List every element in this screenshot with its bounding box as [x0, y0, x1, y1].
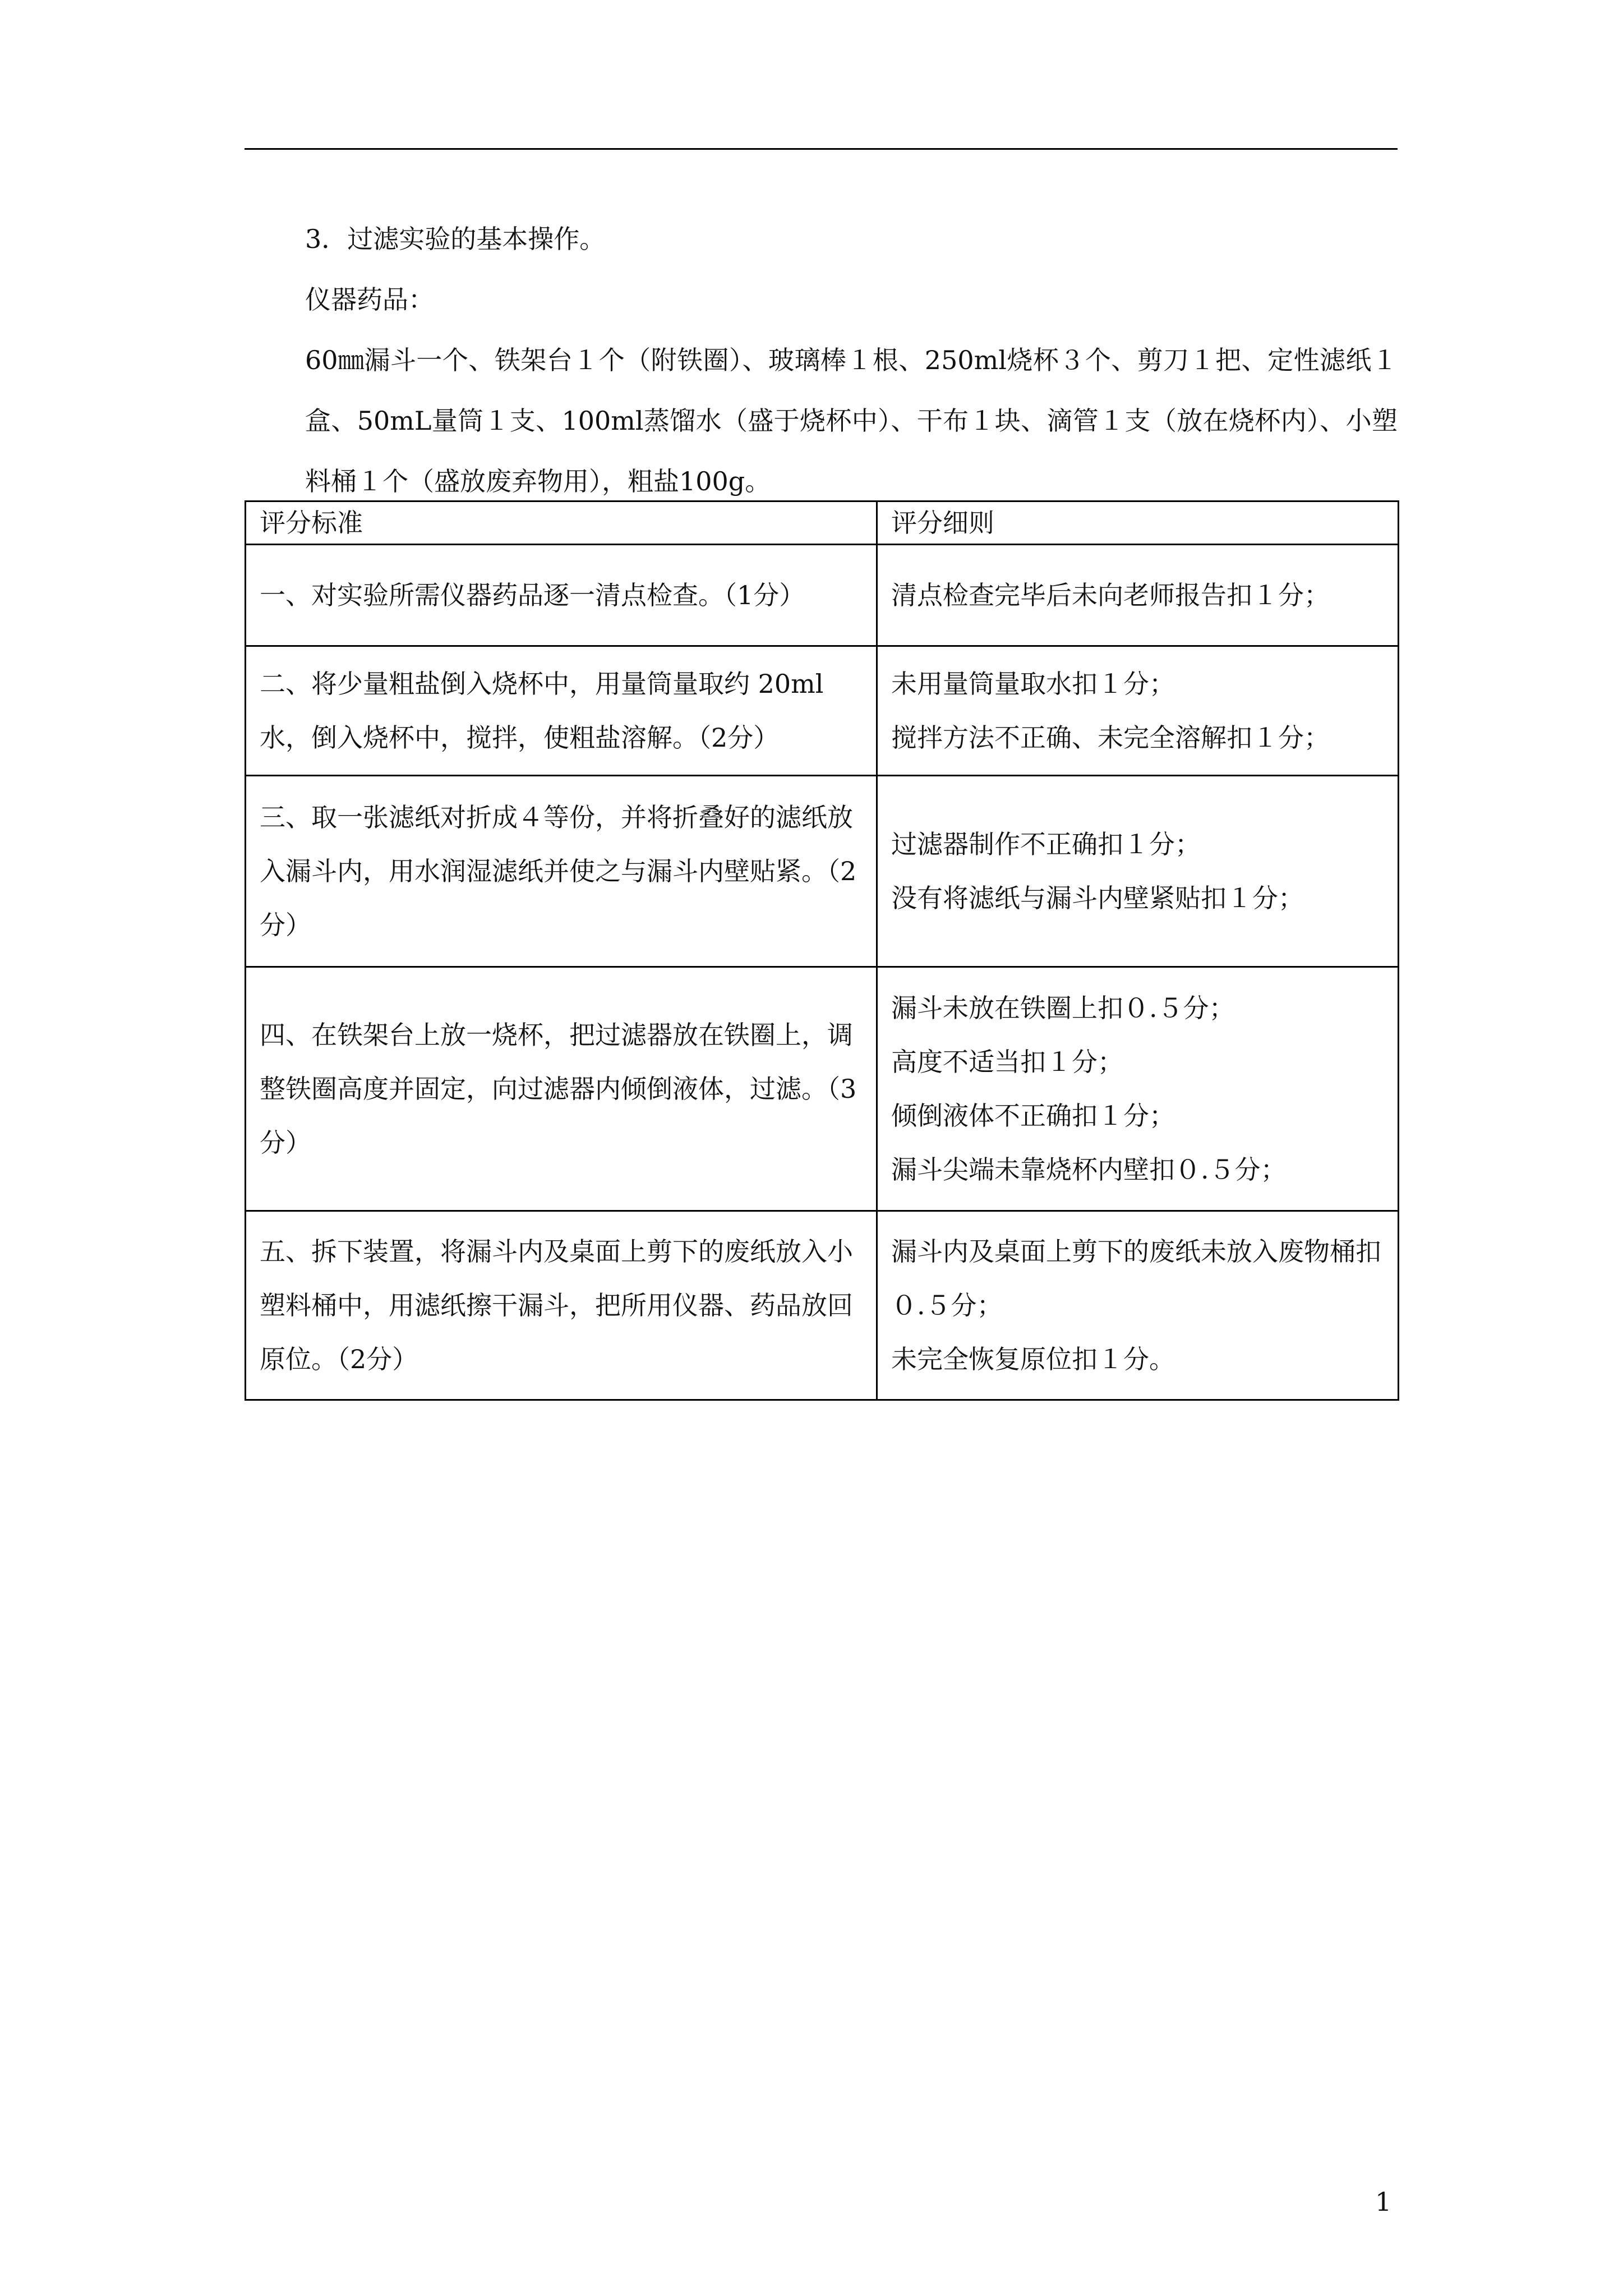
table-row [246, 545, 1399, 646]
table-row [246, 967, 1399, 1211]
table-row [246, 776, 1399, 967]
table-row [246, 1211, 1399, 1400]
details-cell [877, 545, 1399, 646]
detail-line: 未用量筒量取水扣１分； [891, 669, 1175, 699]
detail-line: 清点检查完毕后未向老师报告扣１分； [891, 580, 1330, 610]
detail-line: 未完全恢复原位扣１分。 [891, 1344, 1175, 1374]
details-cell [877, 776, 1399, 967]
scoring-table [245, 500, 1399, 1401]
detail-line: 漏斗未放在铁圈上扣０.５分； [891, 993, 1235, 1023]
details-cell [877, 646, 1399, 776]
page-number: 1 [1375, 2187, 1392, 2217]
details-cell [877, 1211, 1399, 1400]
detail-line: 高度不适当扣１分； [891, 1047, 1123, 1077]
detail-line: 没有将滤纸与漏斗内壁紧贴扣１分； [891, 883, 1304, 913]
standard-cell: 二、将少量粗盐倒入烧杯中，用量筒量取约 20ml水，倒入烧杯中，搅拌，使粗盐溶解。（2分） [246, 646, 877, 776]
standard-cell: 一、对实验所需仪器药品逐一清点检查。（1分） [246, 545, 877, 646]
standard-cell: 三、取一张滤纸对折成４等份，并将折叠好的滤纸放入漏斗内，用水润湿滤纸并使之与漏斗内壁贴紧。（2分） [246, 776, 877, 967]
section-heading: 3．过滤实验的基本操作。 [305, 224, 606, 254]
header-standard: 评分标准 [246, 501, 877, 545]
detail-line: 过滤器制作不正确扣１分； [891, 829, 1201, 859]
materials-text: 60㎜漏斗一个、铁架台１个（附铁圈）、玻璃棒１根、250ml烧杯３个、剪刀１把、定性滤纸１盒、50mL量筒１支、100ml蒸馏水（盛于烧杯中）、干布１块、滴管１支（放在烧杯内）、小塑料桶１个（盛放废弃物用），粗盐100g。 [305, 345, 1398, 496]
document-body [245, 209, 1398, 512]
detail-line: 倾倒液体不正确扣１分； [891, 1101, 1175, 1131]
standard-cell: 四、在铁架台上放一烧杯，把过滤器放在铁圈上，调整铁圈高度并固定，向过滤器内倾倒液体，过滤。（3分） [246, 967, 877, 1211]
header-rule [245, 148, 1398, 150]
detail-line: 漏斗内及桌面上剪下的废纸未放入废物桶扣０.５分； [891, 1236, 1381, 1320]
table-header-row [246, 501, 1399, 545]
materials-label: 仪器药品： [305, 284, 434, 315]
detail-line: 漏斗尖端未靠烧杯内壁扣０.５分； [891, 1154, 1287, 1185]
table-row [246, 646, 1399, 776]
standard-cell: 五、拆下装置，将漏斗内及桌面上剪下的废纸放入小塑料桶中，用滤纸擦干漏斗，把所用仪器、药品放回原位。（2分） [246, 1211, 877, 1400]
details-cell [877, 967, 1399, 1211]
detail-line: 搅拌方法不正确、未完全溶解扣１分； [891, 723, 1330, 753]
header-details: 评分细则 [877, 501, 1399, 545]
